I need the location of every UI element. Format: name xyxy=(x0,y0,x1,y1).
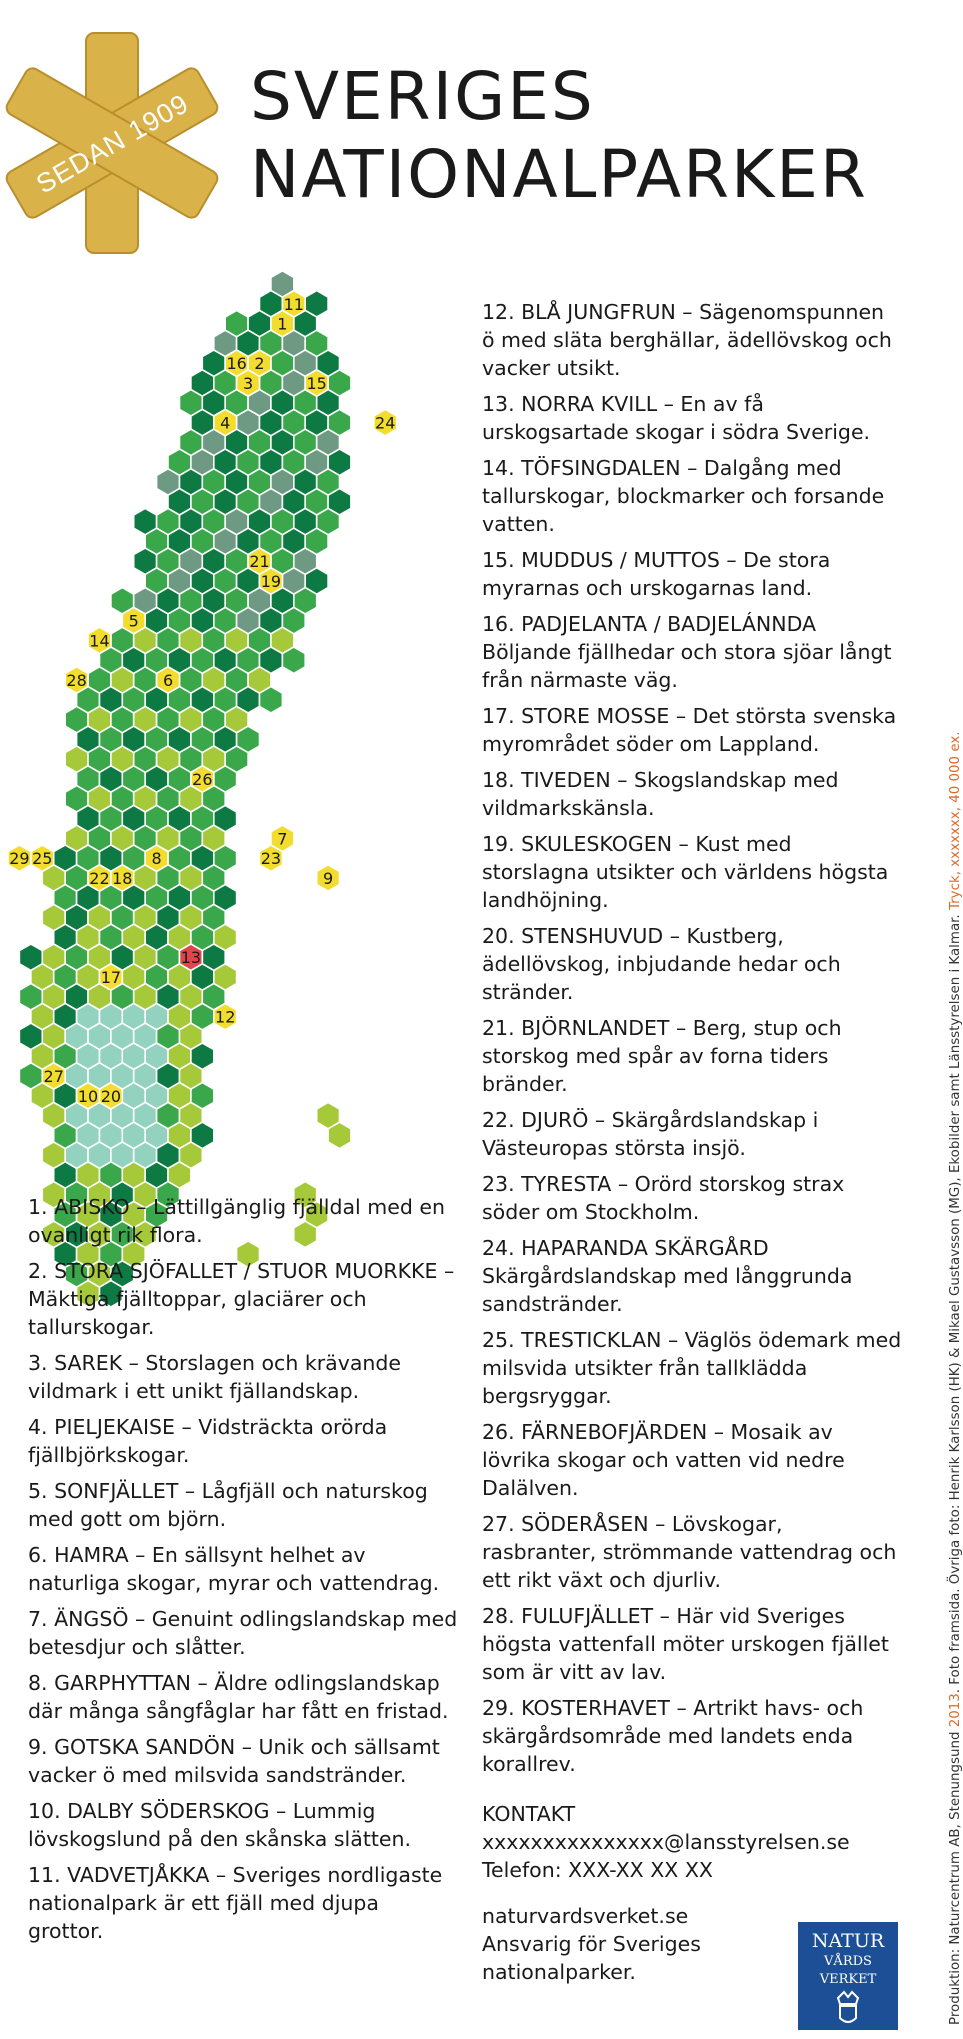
map-marker-18 xyxy=(111,865,134,891)
map-marker-label: 28 xyxy=(66,671,87,690)
page-title xyxy=(250,58,868,214)
map-hex-cell xyxy=(282,647,305,673)
park-entry-4: 4. PIELJEKAISE – Vidsträckta orörda fjällbjörkskogar. xyxy=(28,1415,388,1467)
map-marker-1 xyxy=(271,310,294,336)
map-marker-26 xyxy=(191,766,214,792)
park-entry-11: 11. VADVETJÅKKA – Sveriges nordligaste nationalpark är ett fjäll med djupa grottor. xyxy=(28,1863,443,1943)
map-marker-28 xyxy=(65,667,88,693)
map-marker-4 xyxy=(214,409,237,435)
contact-heading: KONTAKT xyxy=(482,1802,576,1826)
park-entry-25: 25. TRESTICKLAN – Väglös ödemark med milsvida utsikter från tallklädda bergsryggar. xyxy=(482,1328,902,1408)
park-entry-14: 14. TÖFSINGDALEN – Dalgång med tallurskogar, blockmarker och forsande vatten. xyxy=(482,456,885,536)
crown-shield-icon xyxy=(798,1988,898,2028)
map-marker-29 xyxy=(8,845,31,871)
map-marker-25 xyxy=(31,845,54,871)
map-marker-label: 4 xyxy=(220,413,231,433)
map-marker-13 xyxy=(180,944,203,970)
map-marker-label: 24 xyxy=(375,413,396,433)
map-marker-23 xyxy=(260,845,283,871)
map-hex-cell xyxy=(260,687,283,713)
credits-part-2: . Foto framsida. Övriga foto: Henrik Karlsson (HK) & Mikael Gustavsson (MG), Ekobilder samt Länsstyrelsen i Kalmar. xyxy=(948,910,963,1694)
map-marker-label: 23 xyxy=(260,849,282,869)
map-marker-label: 21 xyxy=(249,552,270,572)
park-entry-12: 12. BLÅ JUNGFRUN – Sägenomspunnen ö med släta berghällar, ädellövskog och vacker utsikt. xyxy=(482,300,892,380)
title-line-1: SVERIGES xyxy=(250,58,595,135)
map-marker-17 xyxy=(100,964,123,990)
park-entry-17: 17. STORE MOSSE – Det största svenska myrområdet söder om Lappland. xyxy=(482,704,897,756)
map-marker-label: 22 xyxy=(89,869,110,888)
map-marker-6 xyxy=(157,667,180,693)
contact-block xyxy=(482,1800,902,1884)
map-marker-label: 20 xyxy=(100,1086,122,1106)
map-marker-19 xyxy=(260,568,283,594)
sweden-hex-map xyxy=(0,270,470,1170)
map-marker-label: 6 xyxy=(162,671,174,690)
contact-email[interactable]: xxxxxxxxxxxxxxx@lansstyrelsen.se xyxy=(482,1830,850,1854)
park-entry-26: 26. FÄRNEBOFJÄRDEN – Mosaik av lövrika skogar och vatten vid nedre Dalälven. xyxy=(482,1420,845,1500)
park-entry-22: 22. DJURÖ – Skärgårdslandskap i Västeuropas största insjö. xyxy=(482,1108,819,1160)
park-entry-28: 28. FULUFJÄLLET – Här vid Sveriges högsta vattenfall möter urskogen fjället som är vitt av lav. xyxy=(482,1604,889,1684)
park-list-right xyxy=(482,298,902,1986)
park-list-left xyxy=(28,1193,458,1953)
map-marker-label: 12 xyxy=(215,1007,236,1027)
park-entry-15: 15. MUDDUS / MUTTOS – De stora myrarnas och urskogarnas land. xyxy=(482,548,831,600)
map-marker-8 xyxy=(145,845,168,871)
map-hex-cell xyxy=(328,1122,351,1148)
logo-text-3: VERKET xyxy=(819,1972,877,1987)
map-marker-label: 13 xyxy=(180,948,202,968)
agency-line-1: Ansvarig för Sveriges xyxy=(482,1932,701,1956)
map-marker-9 xyxy=(317,865,340,891)
map-marker-label: 27 xyxy=(43,1067,64,1086)
park-entry-29: 29. KOSTERHAVET – Artrikt havs- och skärgårdsområde med landets enda korallrev. xyxy=(482,1696,864,1776)
park-entry-6: 6. HAMRA – En sällsynt helhet av naturliga skogar, myrar och vattendrag. xyxy=(28,1543,440,1595)
contact-phone: Telefon: XXX-XX XX XX xyxy=(482,1858,713,1882)
map-marker-label: 14 xyxy=(89,631,110,651)
map-marker-24 xyxy=(374,409,397,435)
park-entry-16: 16. PADJELANTA / BADJELÁNNDA Böljande fjällhedar och stora sjöar långt från närmaste väg. xyxy=(482,612,892,692)
map-marker-10 xyxy=(77,1083,100,1109)
map-marker-3 xyxy=(237,370,260,396)
map-marker-label: 25 xyxy=(32,849,53,869)
map-marker-15 xyxy=(305,370,328,396)
map-marker-label: 1 xyxy=(277,314,288,334)
map-marker-5 xyxy=(122,607,145,633)
badge-text: SEDAN 1909 xyxy=(31,88,194,200)
map-marker-label: 5 xyxy=(128,611,139,631)
map-marker-22 xyxy=(88,865,111,891)
sedan-1909-logo xyxy=(0,18,250,268)
park-entry-27: 27. SÖDERÅSEN – Lövskogar, rasbranter, strömmande vattendrag och ett rikt växt och djurliv. xyxy=(482,1512,897,1592)
park-entry-9: 9. GOTSKA SANDÖN – Unik och sällsamt vacker ö med milsvida sandstränder. xyxy=(28,1735,440,1787)
naturvardsverket-logo xyxy=(798,1922,898,2030)
map-marker-label: 17 xyxy=(100,968,122,987)
map-marker-14 xyxy=(88,627,111,653)
park-entry-13: 13. NORRA KVILL – En av få urskogsartade skogar i södra Sverige. xyxy=(482,392,871,444)
map-marker-label: 19 xyxy=(260,572,282,591)
map-marker-label: 18 xyxy=(112,869,133,888)
park-entry-2: 2. STORA SJÖFALLET / STUOR MUORKKE – Mäktiga fjälltoppar, glaciärer och tallurskogar. xyxy=(28,1259,455,1339)
park-entry-3: 3. SAREK – Storslagen och krävande vildmark i ett unikt fjällandskap. xyxy=(28,1351,402,1403)
agency-website[interactable]: naturvardsverket.se xyxy=(482,1904,689,1928)
map-marker-12 xyxy=(214,1003,237,1029)
park-entry-20: 20. STENSHUVUD – Kustberg, ädellövskog, inbjudande hedar och stränder. xyxy=(482,924,841,1004)
logo-text-2: VÅRDS xyxy=(824,1954,872,1969)
park-entry-23: 23. TYRESTA – Orörd storskog strax söder om Stockholm. xyxy=(482,1172,845,1224)
map-marker-label: 2 xyxy=(254,354,265,374)
logo-text-1: NATUR xyxy=(811,1930,885,1952)
map-marker-label: 10 xyxy=(77,1086,99,1106)
map-marker-label: 26 xyxy=(192,770,213,789)
park-entry-18: 18. TIVEDEN – Skogslandskap med vildmarkskänsla. xyxy=(482,768,839,820)
park-entry-5: 5. SONFJÄLLET – Lågfjäll och naturskog med gott om björn. xyxy=(28,1479,428,1531)
credits-part-1: Produktion: Naturcentrum AB, Stenungsund xyxy=(948,1727,963,2025)
park-entry-8: 8. GARPHYTTAN – Äldre odlingslandskap där många sångfåglar har fått en fristad. xyxy=(28,1671,449,1723)
map-marker-20 xyxy=(100,1083,123,1109)
park-entry-1: 1. ABISKO – Lättillgänglig fjälldal med en ovanligt rik flora. xyxy=(28,1195,445,1247)
map-marker-label: 29 xyxy=(9,849,30,869)
map-marker-label: 15 xyxy=(306,374,327,393)
map-marker-label: 9 xyxy=(322,869,334,888)
park-entry-10: 10. DALBY SÖDERSKOG – Lummig lövskogslund på den skånska slätten. xyxy=(28,1799,412,1851)
agency-line-2: nationalparker. xyxy=(482,1960,636,1984)
map-marker-label: 3 xyxy=(242,374,254,393)
park-entry-21: 21. BJÖRNLANDET – Berg, stup och storskog med spår av forna tiders bränder. xyxy=(482,1016,842,1096)
park-entry-19: 19. SKULESKOGEN – Kust med storslagna utsikter och världens högsta landhöjning. xyxy=(482,832,889,912)
map-marker-label: 16 xyxy=(226,354,247,374)
production-credits xyxy=(948,731,963,2025)
park-entry-7: 7. ÄNGSÖ – Genuint odlingslandskap med betesdjur och slåtter. xyxy=(28,1607,458,1659)
title-line-2: NATIONALPARKER xyxy=(250,136,868,213)
map-marker-label: 11 xyxy=(283,294,304,314)
map-marker-label: 7 xyxy=(277,829,288,849)
credits-print: Tryck, xxxxxxx, 40 000 ex. xyxy=(948,731,963,911)
map-marker-27 xyxy=(42,1063,65,1089)
credits-year: 2013 xyxy=(948,1693,963,1728)
park-entry-24: 24. HAPARANDA SKÄRGÅRD Skärgårdslandskap med långgrunda sandstränder. xyxy=(482,1236,853,1316)
map-marker-label: 8 xyxy=(151,849,162,869)
